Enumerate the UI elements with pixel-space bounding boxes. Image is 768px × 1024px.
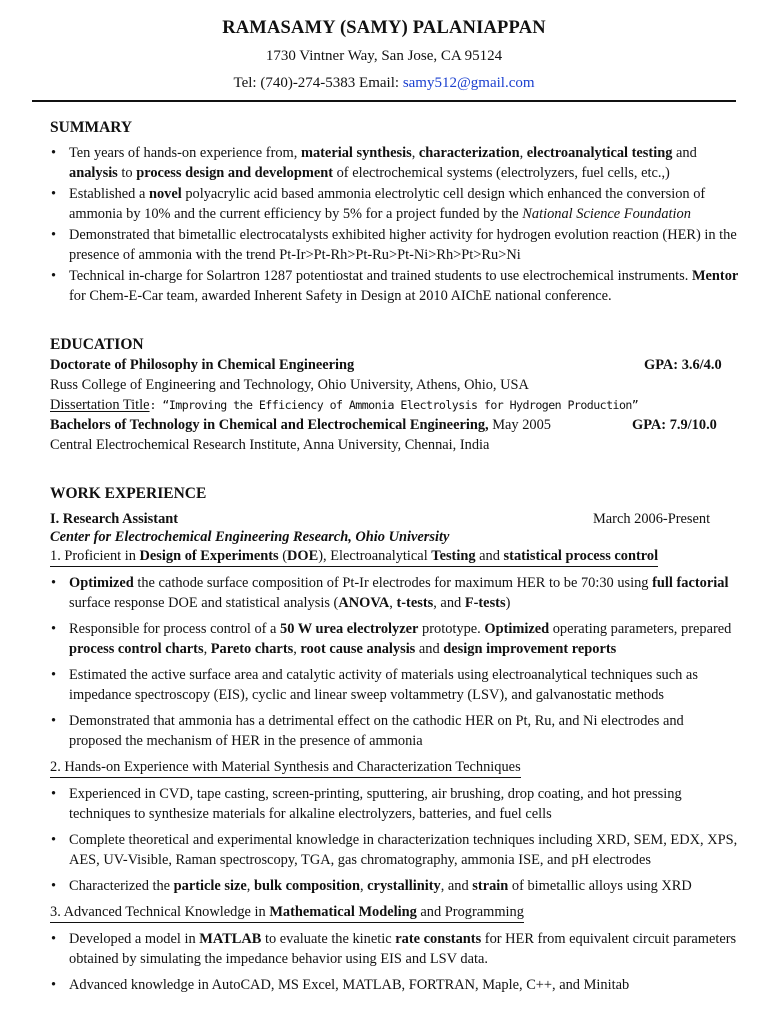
role-row: [50, 509, 740, 529]
text-run: and: [672, 145, 697, 161]
text-run: 50 W urea electrolyzer: [280, 621, 419, 637]
text-run: 2. Hands-on Experience with Material Synthesis and Characterization Techniques: [50, 759, 521, 775]
summary-list: [50, 143, 740, 306]
text-run: ,: [519, 145, 527, 161]
text-run: Experienced in CVD, tape casting, screen-printing, sputtering, air brushing, drop coating, and hot pressing techniques to synthesize materials for alkaline electrolyzers, batteries, and fuel cells: [69, 786, 682, 822]
text-run: ,: [411, 145, 419, 161]
education-heading: EDUCATION: [50, 336, 144, 353]
text-run: 1. Proficient in: [50, 548, 140, 564]
bullet-item: [50, 665, 740, 705]
text-run: and Programming: [416, 904, 524, 920]
education-section: [50, 335, 740, 455]
subsection-bullets: [50, 929, 740, 995]
work-section: [50, 484, 740, 995]
text-run: Demonstrated that bimetallic electrocatalysts exhibited higher activity for hydrogen evolution reaction (HER) in the presence of ammonia with the trend Pt-Ir>Pt-Rh>Pt-Ru>Pt-Ni>Rh>Pt>Ru>Ni: [69, 227, 737, 263]
subsection-title-text: [50, 758, 521, 778]
text-run: ): [505, 595, 511, 611]
text-run: material synthesis: [300, 145, 412, 161]
text-run: rate constants: [395, 931, 482, 947]
text-run: Characterized the: [69, 878, 174, 894]
text-run: Advanced knowledge in AutoCAD, MS Excel, MATLAB, FORTRAN, Maple, C++, and Minitab: [69, 977, 630, 993]
text-run: ,: [203, 641, 211, 657]
text-run: operating parameters, prepared: [549, 621, 732, 637]
btech-row: [50, 415, 740, 435]
header-divider: [32, 100, 736, 102]
bullet-item: [50, 876, 740, 896]
text-run: polyacrylic acid based ammonia electrolytic cell design which enhanced the conversion of ammonia by 10% and the current efficiency by 5% for a project funded by the: [69, 186, 706, 222]
text-run: characterization: [418, 145, 520, 161]
text-run: Complete theoretical and experimental knowledge in characterization techniques including XRD, SEM, EDX, XPS, AES, UV-Visible, Raman spectroscopy, TGA, gas chromatography, ammonia ISE, and pH electrodes: [69, 832, 738, 868]
subsection-title: [50, 757, 740, 778]
text-run: Optimized: [69, 575, 134, 591]
text-run: Responsible for process control of a: [69, 621, 281, 637]
dissertation-label: Dissertation Title: [50, 397, 150, 413]
text-run: t-tests: [396, 595, 434, 611]
text-run: 3. Advanced Technical Knowledge in: [50, 904, 270, 920]
text-run: Optimized: [484, 621, 550, 637]
text-run: National Science Foundation: [522, 206, 691, 222]
text-run: ,: [246, 878, 254, 894]
text-run: DOE: [287, 548, 319, 564]
bullet-item: [50, 225, 740, 265]
text-run: Developed a model in: [69, 931, 200, 947]
text-run: Mathematical Modeling: [269, 904, 417, 920]
text-run: design improvement reports: [443, 641, 617, 657]
text-run: statistical process control: [503, 548, 659, 564]
bullet-item: [50, 573, 740, 613]
role-title: I. Research Assistant: [50, 511, 179, 527]
text-run: bulk composition: [254, 878, 360, 894]
text-run: to: [117, 165, 137, 181]
contact-line: [0, 75, 768, 92]
text-run: Pareto charts: [210, 641, 294, 657]
subsection-title-text: [50, 547, 658, 567]
organization: Center for Electrochemical Engineering Research, Ohio University: [50, 529, 450, 545]
phd-degree: Doctorate of Philosophy in Chemical Engineering: [50, 357, 355, 373]
text-run: novel: [148, 186, 182, 202]
text-run: Estimated the active surface area and catalytic activity of materials using electroanalytical techniques such as impedance spectroscopy (EIS), cyclic and linear sweep voltammetry (LSV), and galvanostatic methods: [69, 667, 698, 703]
text-run: full factorial: [652, 575, 729, 591]
bullet-item: [50, 266, 740, 306]
text-run: F-tests: [464, 595, 506, 611]
text-run: ANOVA: [338, 595, 390, 611]
btech-gpa: GPA: 7.9/10.0: [632, 417, 717, 433]
bullet-item: [50, 975, 740, 995]
text-run: Demonstrated that ammonia has a detrimental effect on the cathodic HER on Pt, Ru, and Ni electrodes and proposed the mechanism of HER in the presence of ammonia: [69, 713, 684, 749]
work-subsections: [50, 546, 740, 995]
text-run: ,: [293, 641, 301, 657]
email-link[interactable]: samy512@gmail.com: [402, 75, 535, 91]
text-run: Design of Experiments: [139, 548, 279, 564]
bullet-item: [50, 619, 740, 659]
text-run: Mentor: [691, 268, 739, 284]
address: 1730 Vintner Way, San Jose, CA 95124: [265, 48, 503, 64]
text-run: surface response DOE and statistical analysis (: [69, 595, 339, 611]
text-run: electroanalytical testing: [526, 145, 673, 161]
phd-school: Russ College of Engineering and Technology, Ohio University, Athens, Ohio, USA: [50, 377, 529, 393]
text-run: and: [475, 548, 504, 564]
text-run: the cathode surface composition of Pt-Ir electrodes for maximum HER to be 70:30 using: [133, 575, 653, 591]
dissertation-row: [50, 395, 740, 415]
text-run: , and: [440, 878, 473, 894]
text-run: root cause analysis: [300, 641, 416, 657]
subsection-bullets: [50, 573, 740, 751]
bullet-item: [50, 830, 740, 870]
text-run: Established a: [69, 186, 149, 202]
text-run: ), Electroanalytical: [318, 548, 432, 564]
phd-gpa: GPA: 3.6/4.0: [644, 357, 722, 373]
text-run: and: [415, 641, 444, 657]
role-dates: March 2006-Present: [593, 511, 711, 527]
text-run: for HER from equivalent circuit parameters obtained by simulating the impedance behavior using EIS and LSV data.: [69, 931, 737, 967]
text-run: process control charts: [69, 641, 204, 657]
text-run: prototype.: [418, 621, 485, 637]
text-run: ,: [359, 878, 368, 894]
bullet-item: [50, 143, 740, 183]
bullet-item: [50, 784, 740, 824]
bullet-item: [50, 711, 740, 751]
subsection-bullets: [50, 784, 740, 896]
text-run: crystallinity: [367, 878, 441, 894]
text-run: for Chem-E-Car team, awarded Inherent Safety in Design at 2010 AIChE national conference.: [69, 288, 612, 304]
text-run: MATLAB: [199, 931, 262, 947]
subsection-title: [50, 546, 740, 567]
text-run: analysis: [69, 165, 118, 181]
dissertation-title: : “Improving the Efficiency of Ammonia Electrolysis for Hydrogen Production”: [149, 398, 639, 412]
subsection-title: [50, 902, 740, 923]
btech-date: May 2005: [488, 417, 551, 433]
text-run: ,: [389, 595, 397, 611]
text-run: of bimetallic alloys using XRD: [508, 878, 692, 894]
btech-school: Central Electrochemical Research Institute, Anna University, Chennai, India: [50, 437, 490, 453]
btech-degree: Bachelors of Technology in Chemical and Electrochemical Engineering,: [50, 417, 489, 433]
summary-heading: SUMMARY: [50, 119, 133, 136]
text-run: (: [278, 548, 288, 564]
text-run: Testing: [431, 548, 476, 564]
bullet-item: [50, 929, 740, 969]
work-heading: WORK EXPERIENCE: [50, 485, 207, 502]
text-run: particle size: [173, 878, 247, 894]
bullet-item: [50, 184, 740, 224]
summary-section: [50, 118, 740, 306]
text-run: Ten years of hands-on experience from,: [69, 145, 301, 161]
text-run: Technical in-charge for Solartron 1287 potentiostat and trained students to use electrochemical instruments.: [69, 268, 692, 284]
phd-row: [50, 355, 740, 375]
text-run: , and: [433, 595, 465, 611]
text-run: of electrochemical systems (electrolyzers, fuel cells, etc.,): [333, 165, 670, 181]
text-run: to evaluate the kinetic: [261, 931, 396, 947]
text-run: strain: [472, 878, 509, 894]
candidate-name: RAMASAMY (SAMY) PALANIAPPAN: [222, 18, 546, 38]
text-run: process design and development: [136, 165, 334, 181]
phone-label: Tel: (740)-274-5383 Email:: [233, 75, 400, 91]
subsection-title-text: [50, 903, 524, 923]
